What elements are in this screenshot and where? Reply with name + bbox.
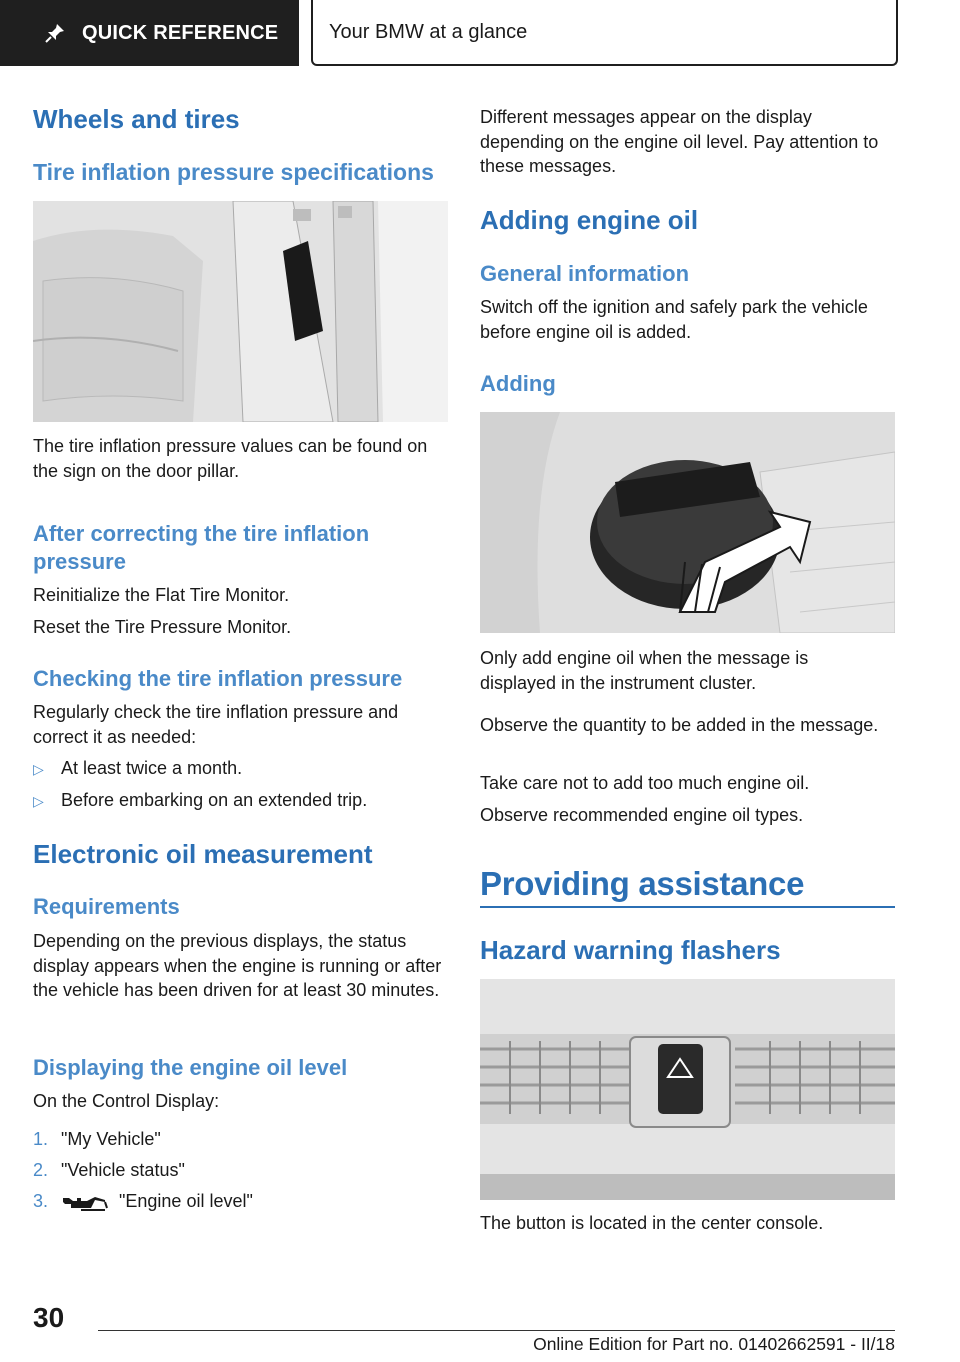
door-pillar-image: [33, 201, 448, 422]
section-tab[interactable]: [0, 0, 299, 66]
tire-spec-text: The tire inflation pressure values can be found on the sign on the door pillar.: [33, 436, 428, 481]
heading-displaying-oil-level: Displaying the engine oil level: [33, 1055, 348, 1080]
section-title: QUICK REFERENCE: [82, 21, 279, 44]
chapter-title: Your BMW at a glance: [329, 20, 528, 43]
list-item: [33, 758, 242, 779]
hazard-button-image: [480, 979, 895, 1200]
step-text: "Engine oil level": [119, 1191, 253, 1211]
heading-after-correcting: After correcting the tire inflation pressure: [33, 521, 370, 574]
heading-rule: [480, 906, 895, 908]
edition-line: Online Edition for Part no. 01402662591 - II/18: [533, 1334, 895, 1354]
step-number: 2.: [33, 1160, 49, 1180]
button-location-text: The button is located in the center console.: [480, 1213, 824, 1233]
heading-hazard-flashers: Hazard warning flashers: [480, 935, 781, 965]
oil-can-icon: [61, 1192, 111, 1212]
step-number: 3.: [33, 1191, 49, 1211]
oil-cap-image: [480, 412, 895, 633]
list-item: [33, 1160, 185, 1181]
heading-tire-pressure-specifications: Tire inflation pressure specifications: [33, 159, 434, 185]
heading-general-information: General information: [480, 261, 690, 286]
heading-adding: Adding: [480, 371, 556, 396]
general-text: Switch off the ignition and safely park the vehicle before engine oil is added.: [480, 297, 868, 342]
only-add-text: Only add engine oil when the message is displayed in the instrument cluster.: [480, 648, 809, 693]
step-text: "My Vehicle": [61, 1129, 161, 1149]
observe-types-text: Observe recommended engine oil types.: [480, 805, 804, 825]
bullet-marker: ▷: [33, 761, 44, 777]
after-text-2: Reset the Tire Pressure Monitor.: [33, 617, 292, 637]
bullet-marker: ▷: [33, 793, 44, 809]
after-text-1: Reinitialize the Flat Tire Monitor.: [33, 585, 290, 605]
messages-text: Different messages appear on the display depending on the engine oil level. Pay attention to these messages.: [480, 107, 879, 176]
chapter-tab[interactable]: [311, 0, 898, 66]
heading-providing-assistance: Providing assistance: [480, 865, 805, 902]
footer-rule: [98, 1330, 895, 1331]
page-number: 30: [33, 1302, 65, 1333]
displaying-text: On the Control Display:: [33, 1091, 220, 1111]
bullet-text: At least twice a month.: [61, 758, 243, 778]
heading-requirements: Requirements: [33, 894, 180, 919]
pin-icon: [44, 22, 66, 44]
observe-quantity-text: Observe the quantity to be added in the message.: [480, 715, 879, 735]
list-item: [33, 790, 367, 811]
heading-wheels-and-tires: Wheels and tires: [33, 104, 240, 134]
checking-text: Regularly check the tire inflation pressure and correct it as needed:: [33, 702, 399, 747]
list-item: [33, 1129, 161, 1150]
step-number: 1.: [33, 1129, 49, 1149]
take-care-text: Take care not to add too much engine oil.: [480, 773, 810, 793]
list-item: [33, 1191, 253, 1212]
heading-checking-pressure: Checking the tire inflation pressure: [33, 666, 403, 691]
bullet-text: Before embarking on an extended trip.: [61, 790, 368, 810]
step-text: "Vehicle status": [61, 1160, 185, 1180]
requirements-text: Depending on the previous displays, the status display appears when the engine is running or after the vehicle has been driven for at least 30 minutes.: [33, 931, 442, 1000]
heading-electronic-oil: Electronic oil measurement: [33, 839, 373, 869]
heading-adding-engine-oil: Adding engine oil: [480, 205, 699, 235]
